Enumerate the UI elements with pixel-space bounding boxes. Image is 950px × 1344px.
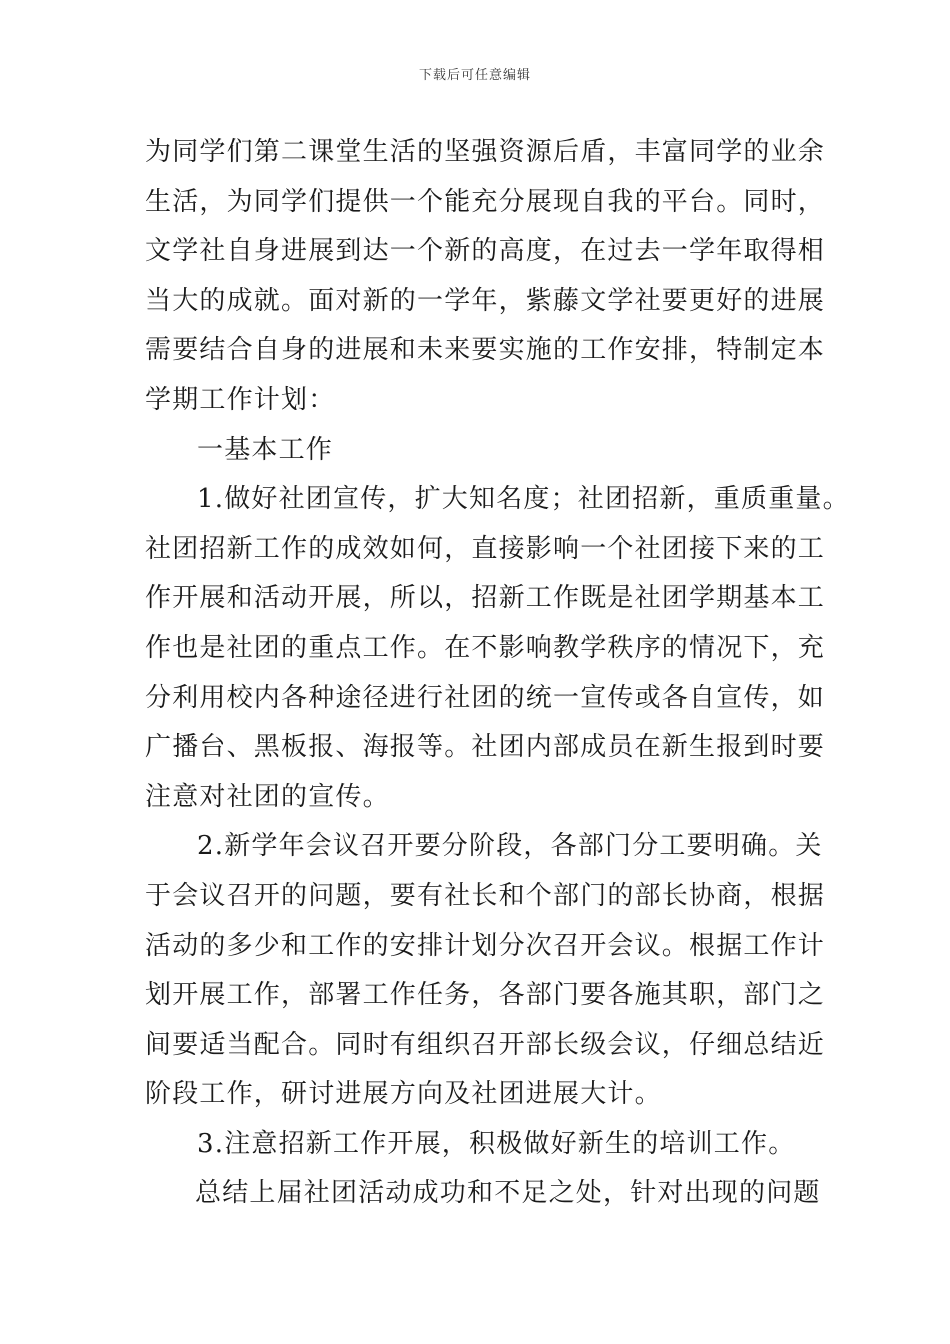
text-line: 2.新学年会议召开要分阶段，各部门分工要明确。关 bbox=[197, 831, 823, 862]
text-line: 分利用校内各种途径进行社团的统一宣传或各自宣传，如 bbox=[145, 682, 826, 713]
text-line: 于会议召开的问题，要有社长和个部门的部长协商，根据 bbox=[145, 880, 826, 911]
text-line: 活动的多少和工作的安排计划分次召开会议。根据工作计 bbox=[145, 930, 826, 961]
text-line: 1.做好社团宣传，扩大知名度；社团招新，重质重量。 bbox=[197, 484, 850, 515]
text-line: 阶段工作，研讨进展方向及社团进展大计。 bbox=[145, 1079, 662, 1110]
page-header: 下载后可任意编辑 bbox=[418, 68, 531, 83]
text-line: 划开展工作，部署工作任务，各部门要各施其职，部门之 bbox=[145, 980, 826, 1011]
text-line: 作开展和活动开展，所以，招新工作既是社团学期基本工 bbox=[145, 583, 826, 614]
text-line: 生活，为同学们提供一个能充分展现自我的平台。同时， bbox=[145, 186, 826, 217]
document-body bbox=[145, 128, 850, 1219]
text-line: 社团招新工作的成效如何，直接影响一个社团接下来的工 bbox=[145, 533, 826, 564]
text-line: 作也是社团的重点工作。在不影响教学秩序的情况下，充 bbox=[145, 632, 826, 663]
text-line: 注意对社团的宣传。 bbox=[145, 781, 390, 812]
text-line: 学期工作计划： bbox=[145, 384, 336, 415]
text-line: 总结上届社团活动成功和不足之处，针对出现的问题 bbox=[195, 1178, 821, 1209]
section-heading: 一基本工作 bbox=[197, 434, 334, 465]
text-line: 文学社自身进展到达一个新的高度，在过去一学年取得相 bbox=[145, 236, 826, 267]
text-line: 3.注意招新工作开展，积极做好新生的培训工作。 bbox=[197, 1128, 796, 1159]
text-line: 需要结合自身的进展和未来要实施的工作安排，特制定本 bbox=[145, 335, 826, 366]
text-line: 当大的成就。面对新的一学年，紫藤文学社要更好的进展 bbox=[145, 285, 826, 316]
text-line: 广播台、黑板报、海报等。社团内部成员在新生报到时要 bbox=[145, 732, 826, 763]
text-line: 为同学们第二课堂生活的坚强资源后盾，丰富同学的业余 bbox=[145, 137, 826, 167]
text-line: 间要适当配合。同时有组织召开部长级会议，仔细总结近 bbox=[145, 1029, 826, 1060]
